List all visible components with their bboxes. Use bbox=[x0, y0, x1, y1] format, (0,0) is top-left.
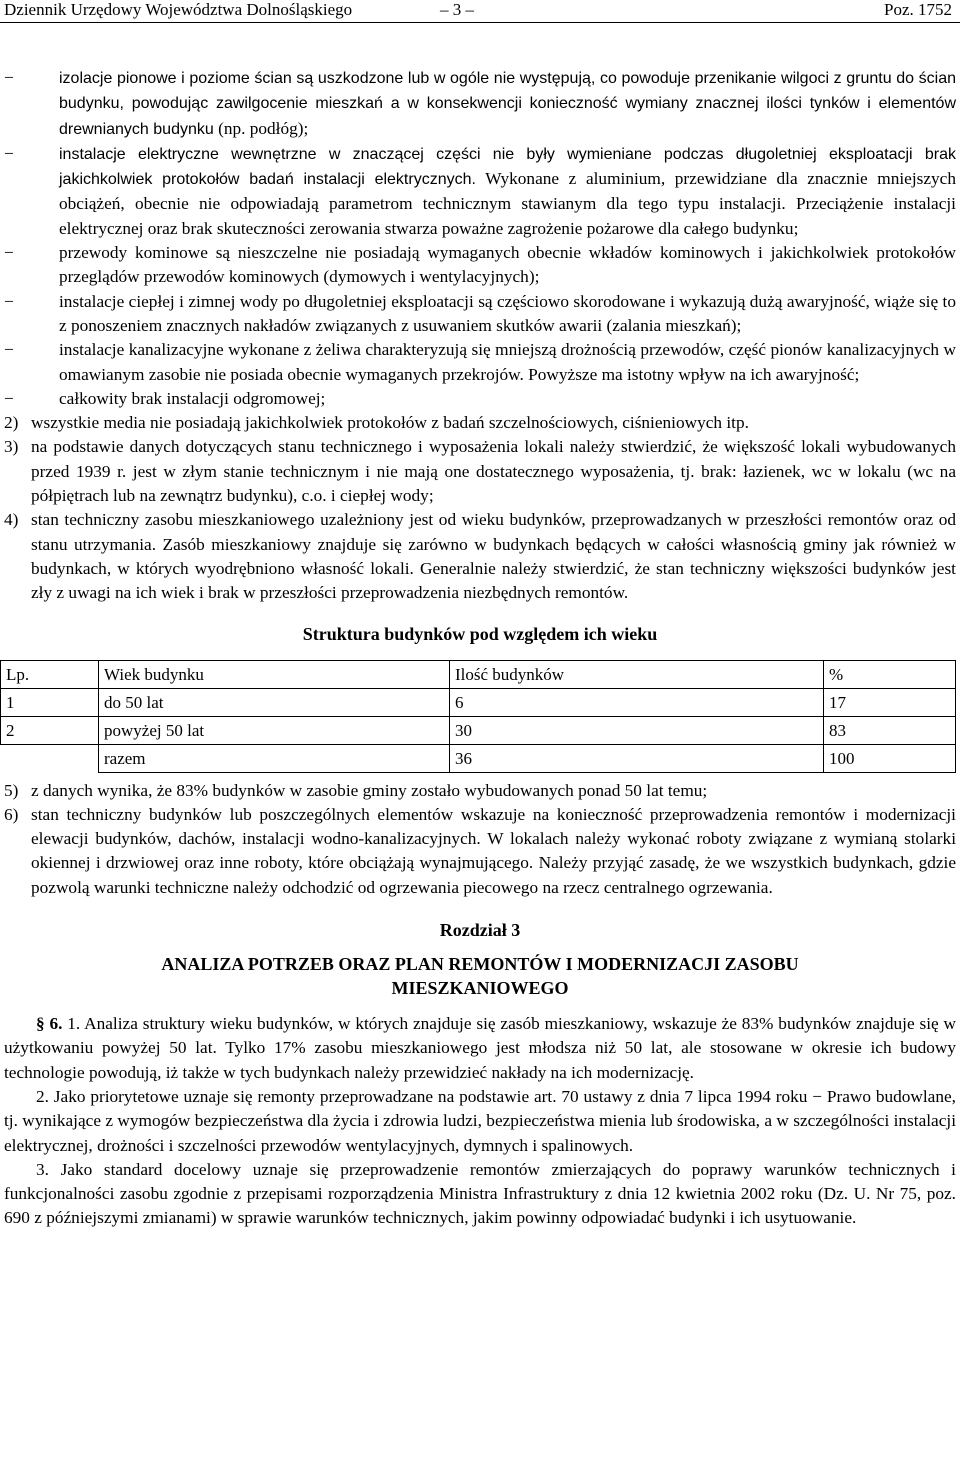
table-cell bbox=[1, 744, 99, 772]
chapter-title bbox=[4, 952, 956, 1000]
table-cell: 2 bbox=[1, 716, 99, 744]
dash-marker: − bbox=[4, 68, 14, 87]
item-number: 5) bbox=[4, 780, 19, 800]
item-number: 3) bbox=[4, 437, 19, 457]
table-header-cell: Wiek budynku bbox=[99, 660, 450, 688]
page-number: – 3 – bbox=[440, 0, 474, 19]
list-item-text: izolacje pionowe i poziome ścian są uszkodzone lub w ogóle nie występują, co powoduje przenikanie wilgoci z gruntu do ścian budynku, powodując zawilgocenie mieszkań a w konsekwencji konieczność wymiany znacznej ilości tynków i elementów drewnianych budynku bbox=[59, 70, 956, 138]
section-paragraph: 2. Jako priorytetowe uznaje się remonty przeprowadzane na podstawie art. 70 ustawy z dnia 7 lipca 1994 roku − Prawo budowlane, tj. wynikające z wymogów bezpieczeństwa dla życia i zdrowia ludzi, bezpieczeństwa mienia lub środowiska, a w szczególności instalacji elektrycznej, drożności i szczelności przewodów wentylacyjnych, dymnych i spalinowych. bbox=[4, 1086, 956, 1155]
numbered-item-text: stan techniczny zasobu mieszkaniowego uzależniony jest od wieku budynków, przeprowadzanych w przeszłości remontów oraz od stanu utrzymania. Zasób mieszkaniowy znajduje się zarówno w budynkach będących w całości własnością gminy jak również w budynkach, w których wyodrębniono własność lokali. Generalnie należy stwierdzić, że stan techniczny większości budynków jest zły z uwagi na ich wiek i brak w przeszłości przeprowadzenia niezbędnych remontów. bbox=[31, 510, 956, 603]
list-item-text-tail: Wykonane z aluminium, przewidziane dla znacznie mniejszych obciążeń, obecnie nie odpowiadają parametrom technicznym stawianym dla tego typu instalacji. Przeciążenie instalacji elektrycznej oraz brak skuteczności zerowania stwarza poważne zagrożenie pożarowe dla całego budynku; bbox=[59, 169, 956, 238]
table-cell: powyżej 50 lat bbox=[99, 716, 450, 744]
table-cell: do 50 lat bbox=[99, 688, 450, 716]
section-paragraph: 3. Jako standard docelowy uznaje się przeprowadzenie remontów zmierzających do poprawy warunków technicznych i funkcjonalności zasobu zgodnie z przepisami rozporządzenia Ministra Infrastruktury z dnia 12 kwietnia 2002 roku (Dz. U. Nr 75, poz. 690 z późniejszymi zmianami) w sprawie warunków technicznych, jakim powinny odpowiadać budynki i ich usytuowanie. bbox=[4, 1159, 956, 1228]
numbered-item-text: wszystkie media nie posiadają jakichkolwiek protokołów z badań szczelnościowych, ciśnieniowych itp. bbox=[31, 413, 749, 433]
numbered-item bbox=[4, 411, 956, 435]
table-title: Struktura budynków pod względem ich wieku bbox=[302, 623, 658, 644]
list-item bbox=[4, 338, 956, 387]
dash-marker: − bbox=[4, 243, 14, 263]
list-item-text: całkowity brak instalacji odgromowej; bbox=[59, 388, 326, 408]
table-cell: 30 bbox=[450, 716, 824, 744]
list-item-text-tail: (np. podłóg); bbox=[213, 118, 309, 138]
item-number: 4) bbox=[4, 510, 19, 530]
numbered-item bbox=[4, 803, 956, 900]
chapter-title-line: MIESZKANIOWEGO bbox=[391, 978, 569, 999]
table-header-row bbox=[1, 660, 956, 688]
table-cell: 83 bbox=[824, 716, 956, 744]
list-item bbox=[4, 290, 956, 339]
numbered-item bbox=[4, 508, 956, 605]
numbered-item bbox=[4, 779, 956, 803]
table-cell: razem bbox=[99, 744, 450, 772]
table-header-cell: Ilość budynków bbox=[450, 660, 824, 688]
list-item-text: instalacje elektryczne wewnętrzne w znaczącej części nie były wymieniane podczas długoletniej eksploatacji brak jakichkolwiek protokołów badań instalacji elektrycznych. bbox=[59, 145, 956, 189]
table-row bbox=[1, 688, 956, 716]
paragraph-text: 1. Analiza struktury wieku budynków, w których znajduje się zasób mieszkaniowy, wskazuje że 83% budynków znajduje się w użytkowaniu powyżej 50 lat. Tylko 17% zasobu mieszkaniowego jest młodsza niż 50 lat, ale stosowane w okresie ich budowy technologie powodują, iż także w tych budynkach należy przewidzieć nakłady na ich modernizację. bbox=[4, 1014, 956, 1082]
chapter-label: Rozdział 3 bbox=[439, 920, 521, 941]
dash-marker: − bbox=[4, 340, 14, 360]
item-number: 6) bbox=[4, 804, 19, 824]
chapter-title-line: ANALIZA POTRZEB ORAZ PLAN REMONTÓW I MODERNIZACJI ZASOBU bbox=[161, 954, 799, 975]
building-age-table bbox=[0, 660, 956, 773]
position-number: Poz. 1752 bbox=[884, 0, 952, 19]
table-header-cell: Lp. bbox=[1, 660, 99, 688]
numbered-item-text: z danych wynika, że 83% budynków w zasobie gminy zostało wybudowanych ponad 50 lat temu; bbox=[31, 780, 708, 800]
list-item-text: przewody kominowe są nieszczelne nie posiadają wymaganych obecnie wkładów kominowych i jakichkolwiek protokołów przeglądów przewodów kominowych (dymowych i wentylacyjnych); bbox=[59, 243, 956, 287]
table-row bbox=[1, 744, 956, 772]
document-body bbox=[4, 66, 956, 1231]
list-item bbox=[4, 387, 956, 411]
table-cell: 17 bbox=[824, 688, 956, 716]
table-cell: 36 bbox=[450, 744, 824, 772]
list-item-text: instalacje kanalizacyjne wykonane z żeliwa charakteryzują się mniejszą drożnością przewodów, część pionów kanalizacyjnych w omawianym zasobie nie posiada obecnie wymaganych przekrojów. Powyższe ma istotny wpływ na ich awaryjność; bbox=[59, 340, 956, 384]
table-cell: 100 bbox=[824, 744, 956, 772]
section-marker: § 6. bbox=[36, 1014, 63, 1034]
table-cell: 6 bbox=[450, 688, 824, 716]
numbered-item-text: na podstawie danych dotyczących stanu technicznego i wyposażenia lokali należy stwierdzić, że większość lokali wybudowanych przed 1939 r. jest w złym stanie technicznym i nie mają one dostatecznego wyposażenia, tj. brak: łazienek, wc w lokalu (wc na półpiętrach lub na zewnątrz budynku), c.o. i ciepłej wody; bbox=[31, 437, 956, 506]
section-paragraph bbox=[4, 1012, 956, 1085]
dash-marker: − bbox=[4, 388, 14, 408]
item-number: 2) bbox=[4, 413, 19, 433]
list-item bbox=[4, 66, 956, 142]
list-item-text: instalacje ciepłej i zimnej wody po długoletniej eksploatacji są częściowo skorodowane i wykazują dużą awaryjność, wiąże się to z ponoszeniem znacznych nakładów związanych z usuwaniem skutków awarii (zalania mieszkań); bbox=[59, 291, 956, 335]
journal-name: Dziennik Urzędowy Województwa Dolnośląskiego bbox=[4, 0, 353, 19]
dash-marker: − bbox=[4, 143, 14, 163]
table-row bbox=[1, 716, 956, 744]
numbered-item bbox=[4, 435, 956, 508]
dash-marker: − bbox=[4, 291, 14, 311]
numbered-item-text: stan techniczny budynków lub poszczególnych elementów wskazuje na konieczność przeprowadzenia remontów i modernizacji elewacji budynków, dachów, instalacji wodno-kanalizacyjnych. W lokalach należy wykonać roboty związane z wymianą stolarki okiennej i drzwiowej oraz inne roboty, które obciążają wynajmującego. Należy przyjąć zasadę, że we wszystkich budynkach, gdzie pozwolą warunki techniczne należy odchodzić od ogrzewania piecowego na rzecz centralnego ogrzewania. bbox=[31, 804, 956, 897]
table-cell: 1 bbox=[1, 688, 99, 716]
table-header-cell: % bbox=[824, 660, 956, 688]
list-item bbox=[4, 241, 956, 290]
list-item bbox=[4, 142, 956, 241]
page-header bbox=[0, 0, 960, 24]
header-rule bbox=[0, 22, 960, 23]
